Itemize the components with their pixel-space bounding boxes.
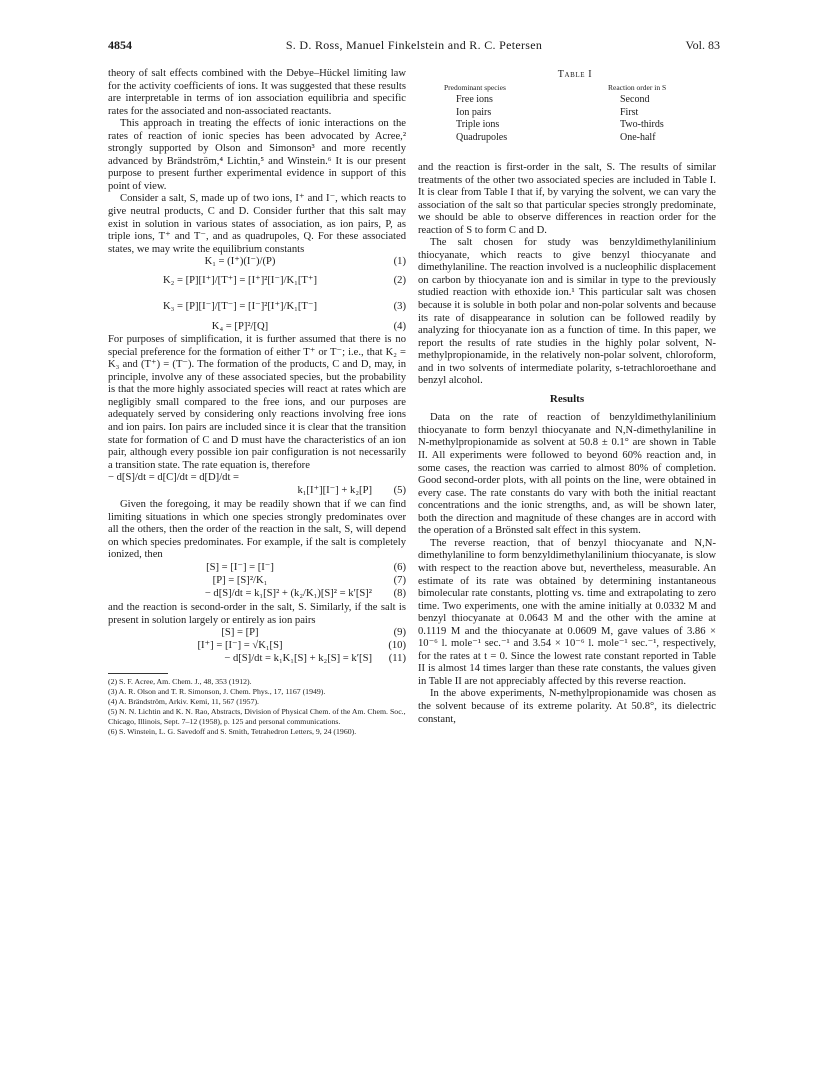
paragraph: theory of salt effects combined with the Debye–Hückel limiting law for the activity coefficients of ions. It was suggested that these results are interpretable in terms of ion association equilibria and specific rates for the associated and non-associated reactants.	[108, 68, 406, 117]
footnote: (6) S. Winstein, L. G. Savedoff and S. Smith, Tetrahedron Letters, 9, 24 (1960).	[108, 727, 357, 737]
table-header-row	[440, 83, 710, 94]
footnote: (5) N. N. Lichtin and K. N. Rao, Abstracts, Division of Physical Chem. of the Am. Chem. Soc., Chicago, Illinois, Sept. 7–12 (1958), p. 125 and personal communications.	[108, 707, 406, 727]
table-row	[440, 94, 710, 107]
footnote-divider	[108, 673, 168, 674]
paragraph: Consider a salt, S, made up of two ions, I⁺ and I⁻, which reacts to give neutral products, C and D. Consider further that this salt may exist in solution in various states of association, as ion pairs, P, as triple ions, T⁺ and T⁻, and as quadrupoles, Q. For these associated states, we may write the equilibrium constants	[108, 193, 406, 255]
running-header	[108, 38, 720, 54]
table-row	[440, 132, 710, 145]
table-row	[440, 107, 710, 120]
footnotes	[108, 677, 406, 737]
paragraph: and the reaction is first-order in the salt, S. The results of similar treatments of the other two associated species are included in Table I. It is clear from Table I that if, by varying the solvent, we can vary the association of the salt so that particular species strongly predominate, we should be able to observe differences in reaction order for the reaction of S to form C and D.	[418, 162, 716, 236]
section-heading: Results	[549, 392, 585, 405]
equation-10: [I⁺] = [I⁻] = √K₁[S] (10)	[197, 640, 406, 652]
footnote: (2) S. F. Acree, Am. Chem. J., 48, 353 (1912).	[108, 677, 252, 687]
volume-number: Vol. 83	[685, 38, 720, 52]
footnote: (3) A. R. Olson and T. R. Simonson, J. Chem. Phys., 17, 1167 (1949).	[108, 687, 326, 697]
equation-11: − d[S]/dt = k₁K₁[S] + k₂[S] = k′[S] (11)	[224, 653, 406, 665]
equation-3: K₃ = [P][I⁻]/[T⁻] = [I⁻]²[I⁺]/K₁[T⁻] (3)	[162, 301, 406, 313]
equation-1: K₁ = (I⁺)(I⁻)/(P) (1)	[204, 256, 406, 268]
page-number: 4854	[108, 38, 132, 52]
table-cell: First	[620, 106, 639, 118]
paragraph: For purposes of simplification, it is further assumed that there is no special preference for the formation of either T⁺ or T⁻; i.e., that K₂ = K₃ and (T⁺) = (T⁻). The formation of the products, C and D, may, in principle, involve any of these associated species, but the probability is that the more highly associated species will react at rates which are negligibly small compared to the free ions, and our purposes are adequately served by considering only reactions involving free ions and ion pairs. Ion pairs are included since it is clear that the transition state for formation of C and D must have the characteristics of an ion pair, although every possible ion pair configuration is not necessarily a transition state. The rate equation is, therefore	[108, 334, 406, 471]
equation-6: [S] = [I⁻] = [I⁻] (6)	[206, 561, 406, 573]
equation-9: [S] = [P] (9)	[221, 627, 406, 639]
equation-8: − d[S]/dt = k₁[S]² + (k₂/K₁)[S]² = k′[S]² (8)	[204, 587, 406, 599]
table-cell: Two-thirds	[620, 119, 664, 130]
table-cell: Quadrupoles	[456, 131, 508, 143]
table-header: Predominant species	[444, 83, 506, 92]
footnote: (4) A. Brändström, Arkiv. Kemi, 11, 567 (1957).	[108, 697, 260, 707]
running-authors: S. D. Ross, Manuel Finkelstein and R. C. Petersen	[285, 38, 543, 52]
paragraph: In the above experiments, N-methylpropionamide was chosen as the solvent because of its extreme polarity. At 50.8°, its dielectric constant,	[418, 688, 716, 725]
table-cell: Second	[620, 94, 650, 105]
paragraph: Data on the rate of reaction of benzyldimethylanilinium thiocyanate to form benzyl thiocyanate and N,N-dimethylaniline in N-methylpropionamide as solvent at 50.8 ± 0.1° are shown in Table II. All experiments were followed to beyond 60% reaction and, in some cases, the reaction was carried to almost 80% of completion. Good second-order plots, with all points on the line, were obtained in every case. The rate constants do vary with both the initial reactant concentrations and the ionic strengths, and, as will be shown later, both the direction and magnitude of these changes are in accord with the operation of a Brönsted salt effect in this system.	[418, 412, 716, 537]
paragraph: The salt chosen for study was benzyldimethylanilinium thiocyanate, which reacts to give benzyl thiocyanate and dimethylaniline. The reaction involved is a nucleophilic displacement on carbon by thiocyanate ion and is similar in type to the previously studied reaction with ethoxide ion.¹ This particular salt was chosen because it is soluble in both polar and non-polar solvents and because its rate of disappearance in solution can be followed readily by analyzing for thiocyanate ion as a function of time. In this paper, we report the results of rate studies in the highly polar solvent, N-methylpropionamide, in the relatively non-polar solvent, chloroform, and in two solvents of intermediate polarity, s-tetrachloroethane and benzyl alcohol.	[418, 237, 716, 387]
table-cell: Triple ions	[456, 119, 500, 130]
table-header: Reaction order in S	[608, 83, 667, 92]
equation-7: [P] = [S]²/K₁ (7)	[212, 574, 406, 586]
equation-4: K₄ = [P]²/[Q] (4)	[211, 321, 406, 333]
paragraph: The reverse reaction, that of benzyl thiocyanate and N,N-dimethylaniline to form benzyldimethylanilinium thiocyanate, is slow with respect to the reaction above but, nevertheless, measurable. An estimate of its rate was obtained by determining instantaneous bimolecular rate constants, plotting vs. time and extrapolating to zero time. Two experiments, one with the amine initially at 0.0332 M and benzyl thiocyanate at 0.0643 M and the other with the amine at 0.1119 M and the thiocyanate at 0.0609 M, gave values of 3.86 × 10⁻⁶ l. mole⁻¹ sec.⁻¹ and 3.54 × 10⁻⁶ l. mole⁻¹ sec.⁻¹, respectively, for the rates at t = 0. Since the lowest rate constant reported in Table II is almost 14 times larger than these rate constants, the values given in Table II are not appreciably affected by this reverse reaction.	[418, 537, 716, 687]
paragraph: Given the foregoing, it may be readily shown that if we can find limiting situations in which one species strongly predominates over all the others, then the order of the reaction in the salt, S, will depend on which species predominates. For example, if the salt is completely ionized, then	[108, 499, 406, 561]
table-cell: Free ions	[456, 94, 493, 105]
left-column	[108, 68, 406, 737]
table-cell: Ion pairs	[456, 106, 492, 118]
table-row	[440, 119, 710, 132]
right-column	[418, 162, 716, 726]
table-caption: Table I	[557, 69, 593, 80]
equation-2: K₂ = [P][I⁺]/[T⁺] = [I⁺]²[I⁻]/K₁[T⁺] (2)	[162, 275, 406, 287]
paragraph: This approach in treating the effects of ionic interactions on the rates of reaction of ionic species has been advocated by Acree,² strongly supported by Olson and Simonson³ and more recently advanced by Brändström,⁴ Lichtin,⁵ and Winstein.⁶ It is our present purpose to present further experimental evidence in support of this point of view.	[108, 118, 406, 192]
equation-5-line-1: − d[S]/dt = d[C]/dt = d[D]/dt =	[108, 472, 240, 484]
table-cell: One-half	[620, 131, 656, 143]
paragraph: and the reaction is second-order in the salt, S. Similarly, if the salt is present in solution largely or entirely as ion pairs	[108, 601, 406, 626]
table-1	[440, 69, 710, 144]
equation-5-line-2: k₁[I⁺][I⁻] + k₂[P] (5)	[297, 485, 406, 497]
